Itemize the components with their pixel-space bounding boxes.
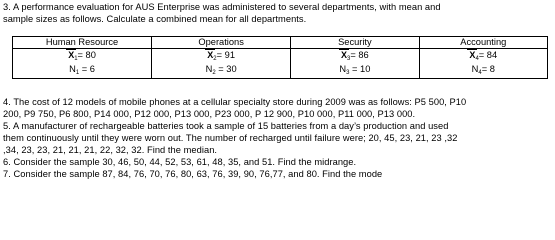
size-accounting: $N_4= 8$ bbox=[471, 64, 495, 76]
cell-operations bbox=[152, 49, 291, 79]
header-accounting: Accounting bbox=[419, 37, 547, 49]
question-5-line-1: 5. A manufacturer of rechargeable batteries took a sample of 15 batteries from a day’s production and used bbox=[3, 121, 449, 131]
question-6: 6. Consider the sample 30, 46, 50, 44, 52, 53, 61, 48, 35, and 51. Find the midrange. bbox=[3, 157, 357, 167]
table-row bbox=[13, 49, 548, 79]
question-5-line-3: ,34, 23, 23, 21, 21, 21, 22, 32, 32. Find the median. bbox=[3, 145, 218, 155]
size-human-resource: $N_1 = 6$ bbox=[69, 64, 95, 76]
question-5-line-2: them continuously until they were worn out. The number of recharged until failure were; 20, 45, 23, 21, 23 ,32 bbox=[3, 133, 458, 143]
question-7: 7. Consider the sample 87, 84, 76, 70, 76, 80, 63, 76, 39, 90, 76,77, and 80. Find the mode bbox=[3, 169, 383, 179]
header-security: Security bbox=[291, 37, 419, 49]
header-human-resource: Human Resource bbox=[13, 37, 152, 49]
cell-security bbox=[291, 49, 419, 79]
mean-human-resource: $X_1= 80$ bbox=[68, 50, 96, 62]
mean-operations: $X_2= 91$ bbox=[207, 50, 235, 62]
mean-accounting: $X_4= 84$ bbox=[469, 50, 498, 62]
department-table bbox=[12, 36, 548, 79]
question-4-line-2: 200, P9 750, P6 800, P14 000, P12 000, P13 000, P23 000, P 12 900, P10 000, P11 000, P13 000. bbox=[3, 109, 416, 119]
size-security: $N_3 = 10$ bbox=[339, 64, 371, 76]
cell-accounting bbox=[419, 49, 547, 79]
size-operations: $N_2 = 30$ bbox=[205, 64, 237, 76]
header-operations: Operations bbox=[152, 37, 291, 49]
mean-security: $X_3= 86$ bbox=[341, 50, 369, 62]
question-4-line-1: 4. The cost of 12 models of mobile phones at a cellular specialty store during 2009 was as follows: P5 500, P10 bbox=[3, 97, 467, 107]
question-3-line-1: 3. A performance evaluation for AUS Enterprise was administered to several departments, with mean and bbox=[3, 2, 441, 12]
table-header-row bbox=[13, 37, 548, 49]
cell-human-resource bbox=[13, 49, 152, 79]
question-3-line-2: sample sizes as follows. Calculate a combined mean for all departments. bbox=[3, 14, 307, 24]
